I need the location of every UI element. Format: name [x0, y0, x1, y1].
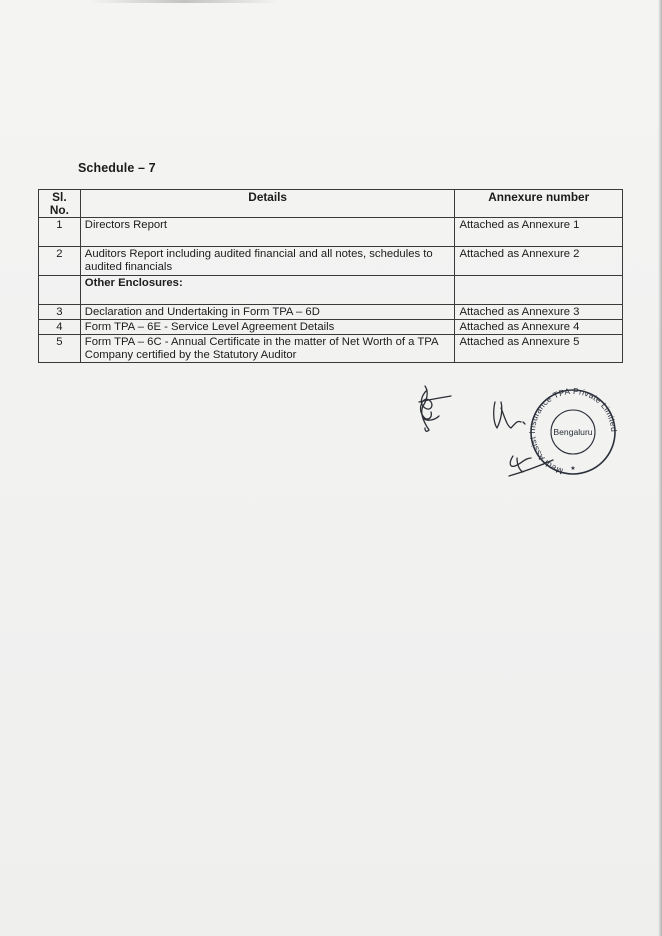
table-row	[39, 218, 623, 247]
row-annexure: Attached as Annexure 3	[455, 305, 623, 320]
table-section-row	[39, 276, 623, 305]
scan-edge-shadow	[658, 0, 662, 936]
row-sl: 3	[39, 305, 81, 320]
header-annexure-number: Annexure number	[455, 190, 623, 218]
row-details: Form TPA – 6C - Annual Certificate in the matter of Net Worth of a TPA Company certified by the Statutory Auditor	[80, 335, 455, 363]
header-details: Details	[80, 190, 455, 218]
row-annexure	[455, 276, 623, 305]
company-seal	[527, 386, 619, 477]
row-sl: 2	[39, 247, 81, 276]
row-sl: 5	[39, 335, 81, 363]
scan-top-mark	[90, 0, 280, 3]
schedule-table	[38, 189, 623, 363]
row-details: Form TPA – 6E - Service Level Agreement Details	[80, 320, 455, 335]
row-details: Directors Report	[80, 218, 455, 247]
section-label-other-enclosures: Other Enclosures:	[80, 276, 455, 305]
row-details: Declaration and Undertaking in Form TPA – 6D	[80, 305, 455, 320]
signature-1	[419, 386, 451, 431]
schedule-title: Schedule – 7	[78, 161, 156, 175]
row-sl: 4	[39, 320, 81, 335]
row-sl	[39, 276, 81, 305]
seal-center-text: Bengaluru	[553, 427, 593, 437]
seal-arc-text: Medi Assist Insurance TPA Private Limited	[527, 385, 620, 477]
row-annexure: Attached as Annexure 5	[455, 335, 623, 363]
row-sl: 1	[39, 218, 81, 247]
row-annexure: Attached as Annexure 4	[455, 320, 623, 335]
table-row	[39, 335, 623, 363]
row-annexure: Attached as Annexure 1	[455, 218, 623, 247]
table-header-row	[39, 190, 623, 218]
header-sl-no: Sl. No.	[39, 190, 81, 218]
table-row	[39, 320, 623, 335]
row-annexure: Attached as Annexure 2	[455, 247, 623, 276]
seal-star-icon: ★	[570, 465, 576, 472]
table-row	[39, 305, 623, 320]
signatures-and-seal	[405, 378, 625, 488]
row-details: Auditors Report including audited financial and all notes, schedules to audited financials	[80, 247, 455, 276]
table-row	[39, 247, 623, 276]
